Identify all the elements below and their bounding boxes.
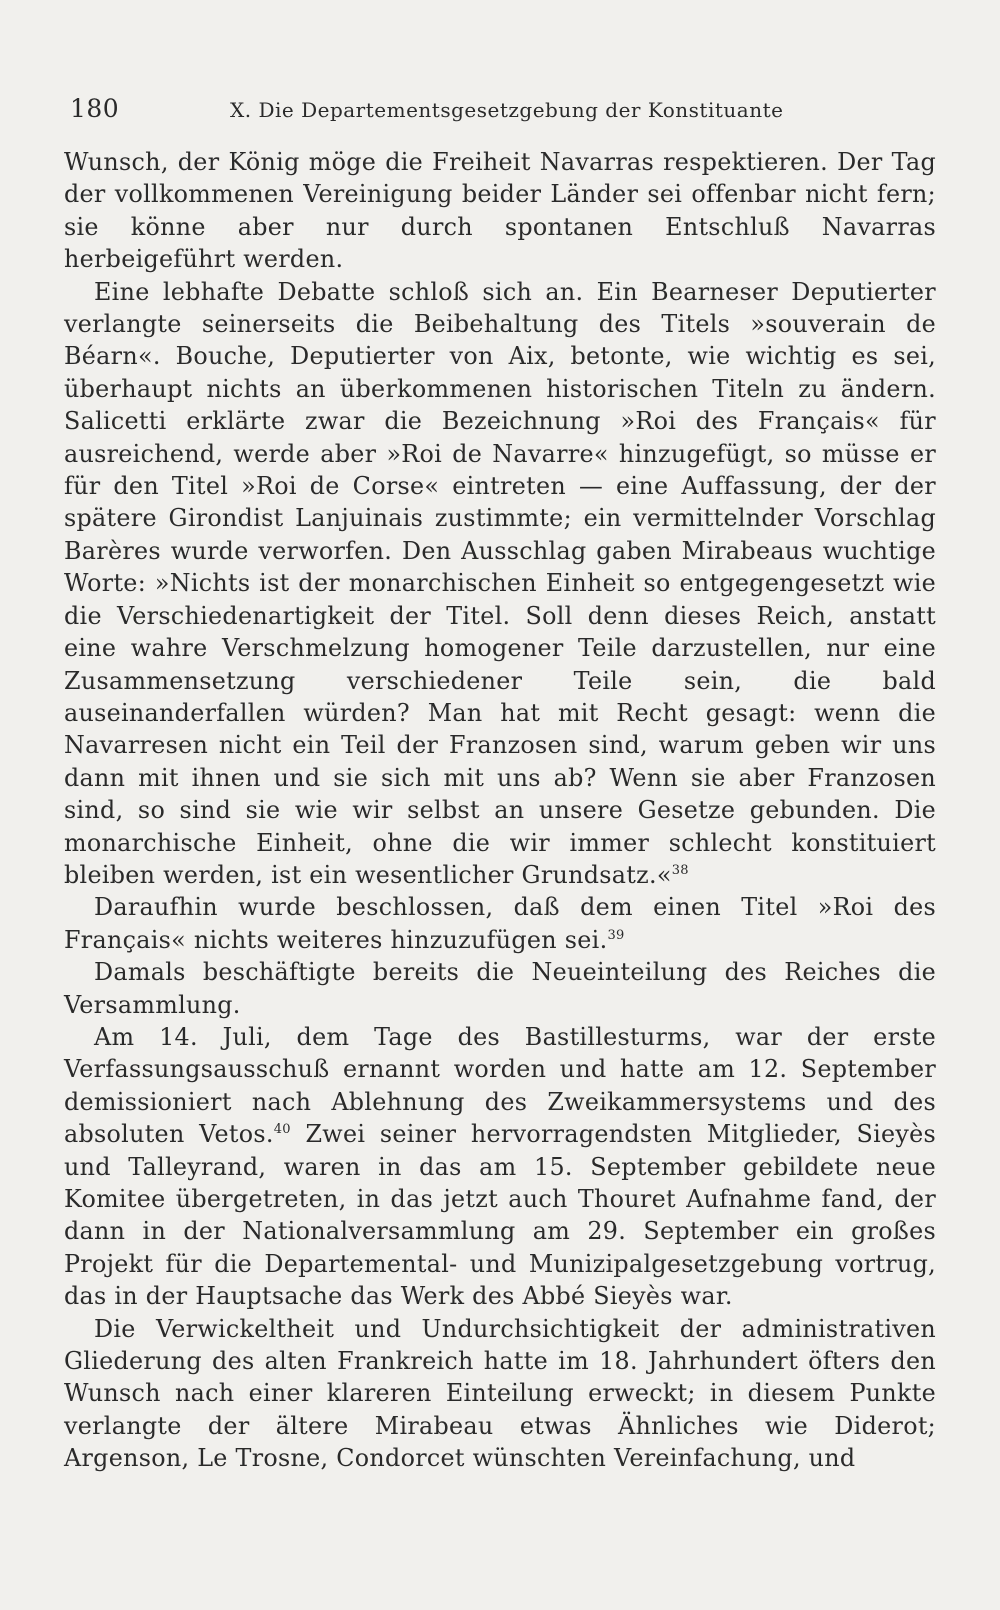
- paragraph-text-continued: Zwei seiner hervorragendsten Mitglieder, Sieyès und Talleyrand, waren in das am 15. September gebildete neue Komitee übergetreten, in das jetzt auch Thouret Aufnahme fand, der dann in der Nationalversammlung am 29. September ein großes Projekt für die Departemental- und Munizipalgesetzgebung vortrug, das in der Hauptsache das Werk des Abbé Sieyès war.: [64, 1120, 936, 1311]
- paragraph: [64, 891, 936, 956]
- body-text: [64, 146, 936, 1475]
- paragraph: [64, 1021, 936, 1313]
- paragraph: [64, 276, 936, 892]
- running-title: X. Die Departementsgesetzgebung der Konstituante: [230, 98, 784, 122]
- paragraph: [64, 1313, 936, 1475]
- footnote-ref-39: 39: [607, 927, 625, 943]
- paragraph-text: Wunsch, der König möge die Freiheit Navarras respektieren. Der Tag der vollkommenen Vereinigung beider Länder sei offenbar nicht fern; sie könne aber nur durch spontanen Entschluß Navarras herbeigeführt werden.: [64, 148, 936, 274]
- paragraph-text: Die Verwickeltheit und Undurchsichtigkeit der administrativen Gliederung des alten Frankreich hatte im 18. Jahrhundert öfters den Wunsch nach einer klareren Einteilung erweckt; in diesem Punkte verlangte der ältere Mirabeau etwas Ähnliches wie Diderot; Argenson, Le Trosne, Condorcet wünschten Vereinfachung, und: [64, 1314, 936, 1473]
- paragraph-text: Damals beschäftigte bereits die Neueinteilung des Reiches die Versammlung.: [64, 958, 936, 1019]
- footnote-ref-38: 38: [671, 863, 689, 879]
- paragraph-text: Am 14. Juli, dem Tage des Bastillesturms, war der erste Verfassungsausschuß ernannt worden und hatte am 12. September demissioniert nach Ablehnung des Zweikammersystems und des absoluten Vetos.: [64, 1022, 936, 1149]
- paragraph-text: Daraufhin wurde beschlossen, daß dem einen Titel »Roi des Français« nichts weiteres hinzuzufügen sei.: [64, 893, 936, 954]
- paragraph: [64, 146, 936, 276]
- book-page: [64, 88, 936, 1475]
- paragraph-text: Eine lebhafte Debatte schloß sich an. Ein Bearneser Deputierter verlangte seinerseits die Beibehaltung des Titels »souverain de Béarn«. Bouche, Deputierter von Aix, betonte, wie wichtig es sei, überhaupt nichts an überkommenen historischen Titeln zu ändern. Salicetti erklärte zwar die Bezeichnung »Roi des Français« für ausreichend, werde aber »Roi de Navarre« hinzugefügt, so müsse er für den Titel »Roi de Corse« eintreten — eine Auffassung, der der spätere Girondist Lanjuinais zustimmte; ein vermittelnder Vorschlag Barères wurde verworfen. Den Ausschlag gaben Mirabeaus wuchtige Worte: »Nichts ist der monarchischen Einheit so entgegengesetzt wie die Verschiedenartigkeit der Titel. Soll denn dieses Reich, anstatt eine wahre Verschmelzung homogener Teile darzustellen, nur eine Zusammensetzung verschiedener Teile sein, die bald auseinanderfallen würden? Man hat mit Recht gesagt: wenn die Navarresen nicht ein Teil der Franzosen sind, warum geben wir uns dann mit ihnen und sie sich mit uns ab? Wenn sie aber Franzosen sind, so sind sie wie wir selbst an unsere Gesetze gebunden. Die monarchische Einheit, ohne die wir immer schlecht konstituiert bleiben werden, ist ein wesentlicher Grundsatz.«: [64, 277, 936, 889]
- footnote-ref-40: 40: [273, 1122, 291, 1138]
- page-header: [64, 88, 936, 128]
- page-number: 180: [70, 94, 120, 123]
- paragraph: [64, 956, 936, 1021]
